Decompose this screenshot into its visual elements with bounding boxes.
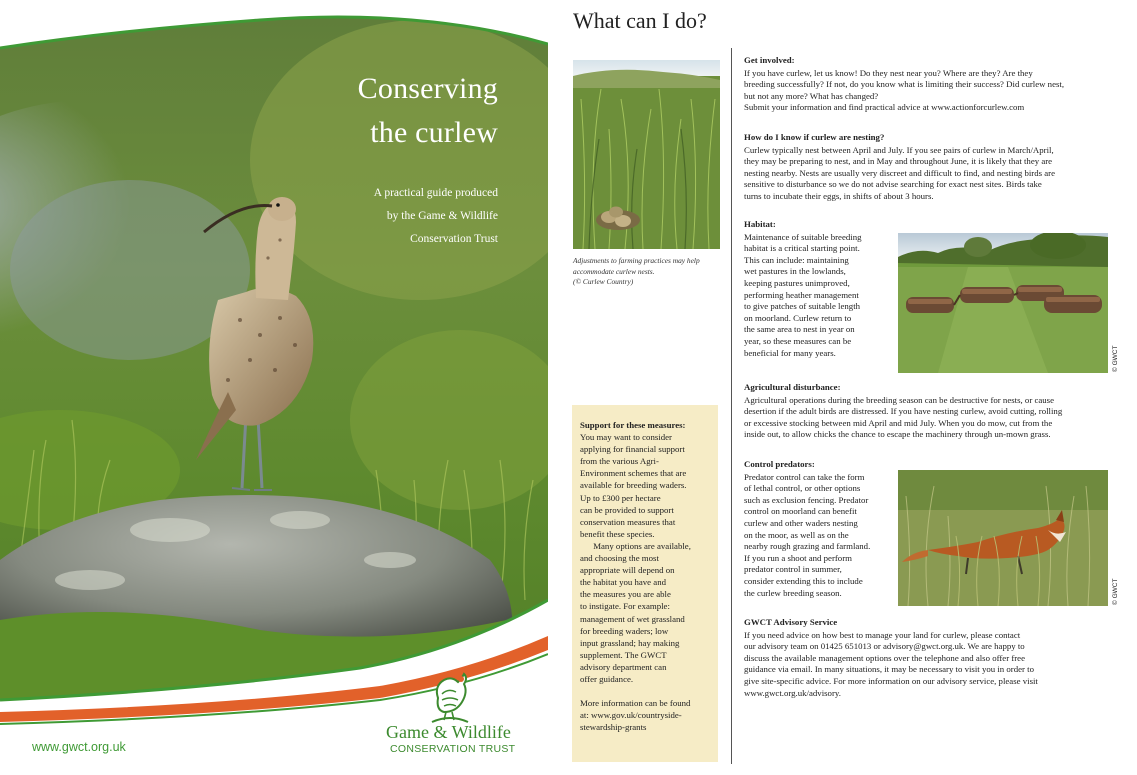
cover-page: [0, 0, 548, 775]
section-habitat: [744, 219, 862, 359]
stewardship-link[interactable]: stewardship-grants: [580, 722, 647, 733]
support-line: offer guidance.: [580, 673, 634, 684]
section-line: of lethal control, or other options: [744, 483, 861, 494]
support-more-line: More information can be found: [580, 698, 691, 709]
section-line: desertion if the adult birds are distressed. If you have nesting curlew, avoid cutting, rolling: [744, 406, 1063, 417]
cover-subtitle-line-1: A practical guide produced: [373, 187, 498, 199]
support-line: supplement. The GWCT: [580, 649, 667, 660]
section-line: If you run a shoot and perform: [744, 552, 852, 563]
section-line: or excessive stocking between mid April and mid July. When you do mow, cut from the: [744, 417, 1053, 428]
section-heading: Agricultural disturbance:: [744, 382, 841, 392]
support-line: the habitat you have and: [580, 577, 666, 588]
section-agricultural: [744, 382, 1062, 441]
website-link[interactable]: www.gwct.org.uk: [32, 740, 126, 754]
spacer: [580, 685, 712, 697]
support-line: input grassland; hay making: [580, 637, 680, 648]
section-line: habitat is a critical starting point.: [744, 243, 860, 254]
photo-credit: © GWCT: [1112, 345, 1119, 372]
advisory-contact-line[interactable]: our advisory team on 01425 651013 or advisory@gwct.org.uk. We are happy to: [744, 641, 1025, 652]
section-get-involved: [744, 55, 1064, 114]
support-line: can be provided to support: [580, 504, 674, 515]
cover-subtitle-line-3: Conservation Trust: [410, 233, 498, 245]
section-line: predator control in summer,: [744, 564, 842, 575]
section-line: the curlew breeding season.: [744, 587, 842, 598]
section-line: nesting nearby. Nests are usually very discreet and difficult to find, and nesting birds are: [744, 167, 1055, 178]
section-line: such as exclusion fencing. Predator: [744, 494, 869, 505]
section-line: to give patches of suitable length: [744, 301, 861, 312]
cover-subtitle-line-2: by the Game & Wildlife: [386, 210, 498, 222]
section-line: sensitive to disturbance so we do not advise searching for exact nest sites. Birds take: [744, 179, 1042, 190]
cover-title-line-1: Conserving: [357, 72, 498, 105]
section-line: on the moor, as well as on the: [744, 529, 849, 540]
section-heading: Get involved:: [744, 55, 795, 65]
section-line: breeding successfully? If not, do you know what is limiting their success? Did curlew nest,: [744, 79, 1065, 90]
stewardship-link[interactable]: at: www.gov.uk/countryside-: [580, 710, 682, 721]
section-line: but not any more? What has changed?: [744, 90, 879, 101]
section-line: Maintenance of suitable breeding: [744, 231, 862, 242]
photo-caption: [573, 256, 723, 288]
support-line: the measures you are able: [580, 589, 671, 600]
section-line: performing heather management: [744, 289, 859, 300]
cover-title-line-2: the curlew: [370, 116, 498, 149]
support-line: for breeding waders; low: [580, 625, 669, 636]
section-line: beneficial for many years.: [744, 347, 836, 358]
support-line: benefit these species.: [580, 528, 655, 539]
support-line: Up to £300 per hectare: [580, 492, 661, 503]
logo-tagline: CONSERVATION TRUST: [390, 743, 516, 755]
section-line: wet pastures in the lowlands,: [744, 266, 846, 277]
caption-line: (© Curlew Country): [573, 277, 634, 287]
section-heading: How do I know if curlew are nesting?: [744, 132, 885, 142]
section-line: the same area to nest in year on: [744, 324, 855, 335]
partridge-icon: [428, 668, 472, 724]
support-box: [572, 405, 718, 762]
section-line: consider extending this to include: [744, 575, 863, 586]
support-line: Environment schemes that are: [580, 468, 687, 479]
section-line: guidance via email. In many situations, it may be necessary to visit you in order to: [744, 664, 1034, 675]
field-rollers-photo: [898, 233, 1108, 373]
section-heading: GWCT Advisory Service: [744, 617, 838, 627]
logo-name: Game & Wildlife: [386, 722, 511, 742]
section-line: discuss the available management options over the telephone and also offer free: [744, 652, 1025, 663]
section-line: This can include: maintaining: [744, 254, 849, 265]
fox-photo: [898, 470, 1108, 606]
section-line: Agricultural operations during the breeding season can be destructive for nests, or cause: [744, 394, 1054, 405]
support-line: advisory department can: [580, 661, 667, 672]
support-line: to instigate. For example:: [580, 601, 670, 612]
section-line: Curlew typically nest between April and July. If you see pairs of curlew in March/April,: [744, 144, 1054, 155]
advisory-link[interactable]: www.gwct.org.uk/advisory.: [744, 687, 841, 698]
page-heading: What can I do?: [573, 8, 707, 33]
section-line: turns to incubate their eggs, in shifts of about 3 hours.: [744, 190, 934, 201]
section-heading: Control predators:: [744, 459, 815, 469]
support-line: and choosing the most: [580, 553, 659, 564]
support-line: management of wet grassland: [580, 613, 685, 624]
section-line: they may be preparing to nest, and in May and throughout June, it is likely that they are: [744, 156, 1053, 167]
support-line: conservation measures that: [580, 516, 676, 527]
support-line: appropriate will depend on: [580, 565, 675, 576]
support-line: available for breeding waders.: [580, 480, 687, 491]
support-line: Many options are available,: [580, 540, 691, 551]
section-how-know: [744, 132, 1055, 203]
section-line: If you have curlew, let us know! Do they nest near you? Where are they? Are they: [744, 67, 1033, 78]
section-line: nearby rough grazing and farmland.: [744, 541, 871, 552]
section-line: give site-specific advice. For more information on our advisory service, please visit: [744, 675, 1038, 686]
section-line: Predator control can take the form: [744, 471, 865, 482]
section-line: on moorland. Curlew return to: [744, 312, 852, 323]
column-divider: [731, 48, 732, 764]
section-line: keeping pastures unimproved,: [744, 277, 850, 288]
section-line: curlew and other waders nesting: [744, 517, 858, 528]
section-heading: Habitat:: [744, 219, 776, 229]
caption-line: accommodate curlew nests.: [573, 266, 655, 276]
caption-line: Adjustments to farming practices may help: [573, 256, 700, 265]
section-advisory: [744, 617, 1038, 699]
support-heading: Support for these measures:: [580, 420, 686, 430]
section-predators: [744, 459, 870, 599]
section-line: year, so these measures can be: [744, 335, 852, 346]
support-line: You may want to consider: [580, 432, 672, 443]
photo-credit: © GWCT: [1112, 578, 1119, 605]
section-line: If you need advice on how best to manage your land for curlew, please contact: [744, 629, 1021, 640]
support-line: applying for financial support: [580, 444, 685, 455]
section-line: Submit your information and find practical advice at www.actionforcurlew.com: [744, 102, 1025, 113]
section-line: control on moorland can benefit: [744, 506, 857, 517]
section-line: inside out, to allow chicks the chance to escape the machinery through un-mown grass.: [744, 429, 1051, 440]
curlew-nest-photo: [573, 60, 720, 249]
support-line: from the various Agri-: [580, 456, 659, 467]
